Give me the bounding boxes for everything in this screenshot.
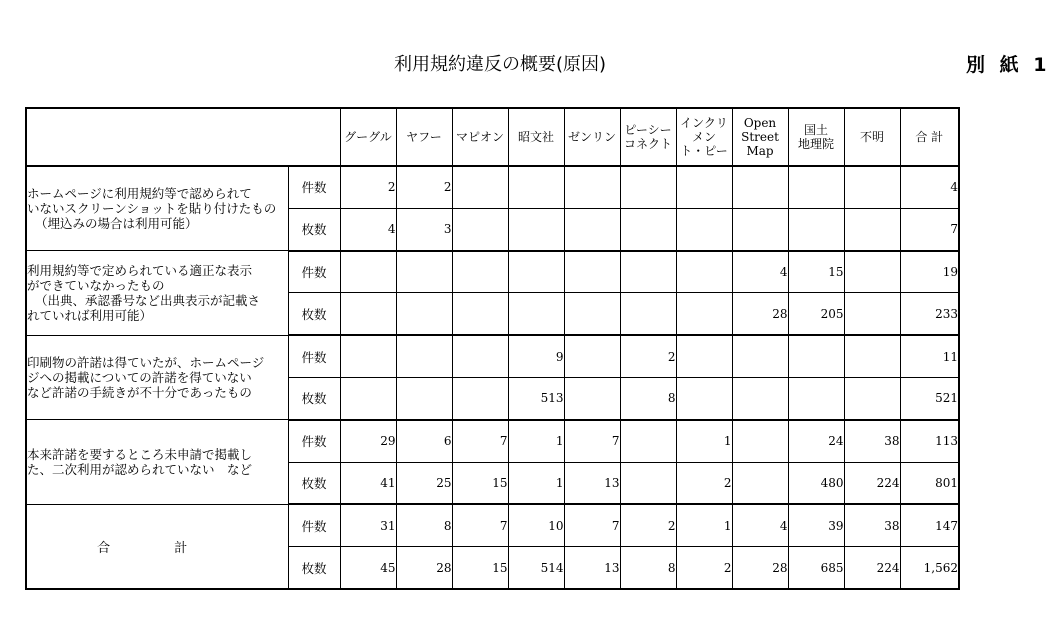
- col-header-unknown: 不明: [844, 108, 900, 166]
- row-kind: 件数: [288, 166, 340, 208]
- col-header-osm-line2: Street: [741, 130, 779, 144]
- cell-yahoo: 2: [396, 166, 452, 208]
- table-row: [26, 335, 959, 377]
- cell-unknown: [844, 251, 900, 293]
- col-header-gsi-line1: 国土: [803, 123, 828, 137]
- cell-openstreetmap: [732, 462, 788, 504]
- cell-increment-p: [676, 293, 732, 335]
- cell-mapion: [452, 251, 508, 293]
- header-blank: [26, 108, 340, 166]
- cell-mapion: [452, 208, 508, 250]
- cell-increment-p: [676, 208, 732, 250]
- row-kind: 件数: [288, 420, 340, 462]
- cell-mapion: [452, 166, 508, 208]
- cell-zenrin: [564, 293, 620, 335]
- col-header-increment-p: [676, 108, 732, 166]
- col-header-pc-connect: [620, 108, 676, 166]
- cell-mapion: 15: [452, 462, 508, 504]
- cell-pc-connect: 8: [620, 377, 676, 419]
- col-header-openstreetmap: [732, 108, 788, 166]
- cell-total: 113: [900, 420, 959, 462]
- violation-summary-table: [25, 107, 960, 590]
- cell-shobunsha: 513: [508, 377, 564, 419]
- cell-google: 29: [340, 420, 396, 462]
- cell-google: [340, 377, 396, 419]
- cell-total: 19: [900, 251, 959, 293]
- category-description: [26, 251, 288, 336]
- cell-pc-connect: 8: [620, 547, 676, 589]
- cell-google: [340, 251, 396, 293]
- desc-line: ができていなかったもの: [27, 277, 165, 293]
- cell-total: 1,562: [900, 547, 959, 589]
- cell-total: 7: [900, 208, 959, 250]
- col-header-gsi: [788, 108, 844, 166]
- cell-unknown: 224: [844, 462, 900, 504]
- col-header-pc-line2: コネクト: [623, 137, 672, 151]
- cell-total: 521: [900, 377, 959, 419]
- cell-unknown: 224: [844, 547, 900, 589]
- desc-line: ジへの掲載についての許諾を得ていない: [27, 369, 252, 385]
- table-row: [26, 251, 959, 293]
- col-header-osm-line3: Map: [746, 144, 774, 158]
- col-header-zenrin: ゼンリン: [564, 108, 620, 166]
- cell-pc-connect: [620, 420, 676, 462]
- col-header-total: 合 計: [900, 108, 959, 166]
- cell-zenrin: 13: [564, 547, 620, 589]
- cell-google: 31: [340, 504, 396, 546]
- cell-yahoo: 3: [396, 208, 452, 250]
- category-description: [26, 420, 288, 505]
- col-header-gsi-line2: 地理院: [797, 137, 834, 151]
- cell-shobunsha: [508, 251, 564, 293]
- col-header-yahoo: ヤフー: [396, 108, 452, 166]
- desc-line: た、二次利用が認められていない など: [27, 462, 253, 478]
- cell-gsi: [788, 335, 844, 377]
- category-description: [26, 335, 288, 420]
- cell-zenrin: 7: [564, 420, 620, 462]
- cell-gsi: 685: [788, 547, 844, 589]
- cell-yahoo: [396, 251, 452, 293]
- cell-openstreetmap: 4: [732, 504, 788, 546]
- attachment-label: 別 紙 1: [966, 54, 1051, 76]
- cell-total: 233: [900, 293, 959, 335]
- cell-increment-p: 2: [676, 547, 732, 589]
- cell-total: 801: [900, 462, 959, 504]
- cell-google: 45: [340, 547, 396, 589]
- cell-google: 4: [340, 208, 396, 250]
- cell-yahoo: 8: [396, 504, 452, 546]
- col-header-google: グーグル: [340, 108, 396, 166]
- cell-unknown: [844, 377, 900, 419]
- row-kind: 件数: [288, 504, 340, 546]
- cell-yahoo: 6: [396, 420, 452, 462]
- cell-unknown: 38: [844, 504, 900, 546]
- cell-zenrin: [564, 335, 620, 377]
- desc-line: 印刷物の許諾は得ていたが、ホームページ: [27, 354, 265, 370]
- cell-increment-p: 1: [676, 420, 732, 462]
- col-header-inc-line1: インクリメン: [680, 116, 728, 144]
- cell-pc-connect: 2: [620, 335, 676, 377]
- cell-shobunsha: [508, 208, 564, 250]
- desc-line: など許諾の手続きが不十分であったもの: [27, 384, 252, 400]
- cell-openstreetmap: [732, 335, 788, 377]
- cell-shobunsha: 9: [508, 335, 564, 377]
- cell-pc-connect: [620, 208, 676, 250]
- cell-openstreetmap: [732, 420, 788, 462]
- cell-google: [340, 293, 396, 335]
- cell-unknown: 38: [844, 420, 900, 462]
- cell-yahoo: 28: [396, 547, 452, 589]
- cell-pc-connect: [620, 462, 676, 504]
- cell-increment-p: [676, 377, 732, 419]
- cell-mapion: [452, 377, 508, 419]
- cell-gsi: [788, 208, 844, 250]
- cell-shobunsha: [508, 166, 564, 208]
- cell-gsi: 15: [788, 251, 844, 293]
- category-description: [26, 166, 288, 251]
- cell-unknown: [844, 166, 900, 208]
- cell-openstreetmap: [732, 208, 788, 250]
- cell-yahoo: [396, 293, 452, 335]
- row-kind: 枚数: [288, 208, 340, 250]
- cell-increment-p: 1: [676, 504, 732, 546]
- cell-unknown: [844, 293, 900, 335]
- desc-line: れていれば利用可能）: [27, 307, 153, 323]
- cell-google: 41: [340, 462, 396, 504]
- cell-shobunsha: 514: [508, 547, 564, 589]
- cell-mapion: [452, 293, 508, 335]
- cell-gsi: [788, 166, 844, 208]
- cell-gsi: 205: [788, 293, 844, 335]
- col-header-pc-line1: ピーシー: [624, 123, 672, 137]
- desc-line: 利用規約等で定められている適正な表示: [27, 262, 253, 278]
- cell-shobunsha: 1: [508, 462, 564, 504]
- cell-unknown: [844, 208, 900, 250]
- cell-pc-connect: 2: [620, 504, 676, 546]
- desc-line: いないスクリーンショットを貼り付けたもの: [27, 201, 277, 217]
- desc-line: （出典、承認番号など出典表示が記載さ: [35, 292, 261, 308]
- cell-increment-p: [676, 251, 732, 293]
- cell-openstreetmap: [732, 166, 788, 208]
- cell-openstreetmap: 28: [732, 293, 788, 335]
- cell-google: 2: [340, 166, 396, 208]
- col-header-osm-line1: Open: [743, 116, 777, 130]
- table-row: [26, 420, 959, 462]
- cell-increment-p: [676, 335, 732, 377]
- cell-unknown: [844, 335, 900, 377]
- cell-pc-connect: [620, 251, 676, 293]
- cell-mapion: 15: [452, 547, 508, 589]
- cell-zenrin: [564, 166, 620, 208]
- cell-zenrin: 7: [564, 504, 620, 546]
- row-kind: 枚数: [288, 547, 340, 589]
- cell-openstreetmap: [732, 377, 788, 419]
- row-kind: 枚数: [288, 293, 340, 335]
- cell-zenrin: [564, 251, 620, 293]
- cell-openstreetmap: 4: [732, 251, 788, 293]
- header-row: [26, 108, 959, 166]
- cell-yahoo: [396, 377, 452, 419]
- cell-total: 11: [900, 335, 959, 377]
- cell-gsi: 480: [788, 462, 844, 504]
- cell-openstreetmap: 28: [732, 547, 788, 589]
- cell-shobunsha: 10: [508, 504, 564, 546]
- cell-yahoo: 25: [396, 462, 452, 504]
- cell-gsi: [788, 377, 844, 419]
- row-kind: 件数: [288, 251, 340, 293]
- cell-total: 147: [900, 504, 959, 546]
- cell-mapion: 7: [452, 504, 508, 546]
- desc-line: ホームページに利用規約等で認められて: [27, 186, 252, 202]
- cell-mapion: [452, 335, 508, 377]
- cell-pc-connect: [620, 166, 676, 208]
- cell-increment-p: 2: [676, 462, 732, 504]
- cell-google: [340, 335, 396, 377]
- cell-zenrin: [564, 208, 620, 250]
- cell-increment-p: [676, 166, 732, 208]
- cell-mapion: 7: [452, 420, 508, 462]
- row-kind: 件数: [288, 335, 340, 377]
- row-kind: 枚数: [288, 462, 340, 504]
- cell-gsi: 39: [788, 504, 844, 546]
- cell-pc-connect: [620, 293, 676, 335]
- cell-total: 4: [900, 166, 959, 208]
- totals-label: 合 計: [26, 504, 288, 589]
- desc-line: 本来許諾を要するところ未申請で掲載し: [27, 447, 253, 463]
- col-header-mapion: マピオン: [452, 108, 508, 166]
- row-kind: 枚数: [288, 377, 340, 419]
- table-row: [26, 166, 959, 208]
- col-header-inc-line2: ト・ピー: [680, 144, 728, 158]
- cell-zenrin: 13: [564, 462, 620, 504]
- cell-zenrin: [564, 377, 620, 419]
- cell-yahoo: [396, 335, 452, 377]
- totals-row: [26, 504, 959, 546]
- cell-shobunsha: 1: [508, 420, 564, 462]
- desc-line: （埋込みの場合は利用可能）: [35, 216, 198, 232]
- page-title: 利用規約違反の概要(原因): [393, 54, 607, 75]
- cell-gsi: 24: [788, 420, 844, 462]
- col-header-shobunsha: 昭文社: [508, 108, 564, 166]
- cell-shobunsha: [508, 293, 564, 335]
